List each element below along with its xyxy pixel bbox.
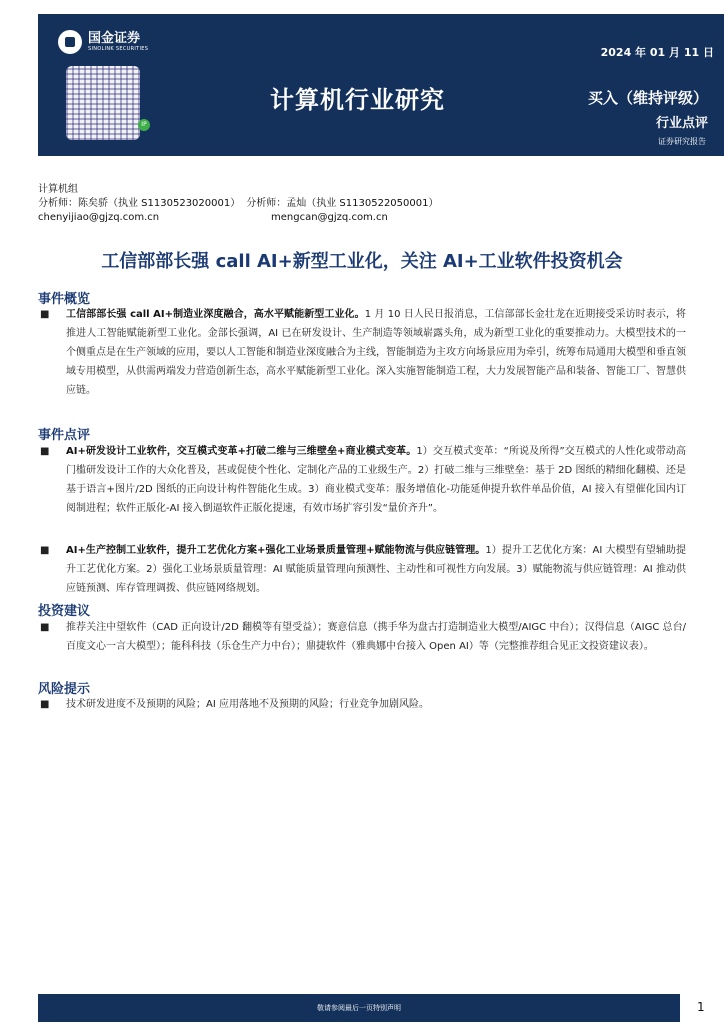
logo-name-en: SINOLINK SECURITIES	[88, 45, 149, 52]
commentary-paragraph-2	[40, 541, 686, 598]
commentary-1-lead: AI+研发设计工业软件，交互模式变革+打破二维与三维壁垒+商业模式变革。	[66, 446, 417, 457]
section-title-commentary: 事件点评	[38, 428, 91, 443]
commentary-2-text: 1）提升工艺优化方案：AI 大模型有望辅助提升工艺优化方案。2）强化工业场景质量管理：AI 赋能质量管理向预测性、主动性和可视性方向发展。3）赋能物流与供应链管理：AI 推动供应链预测、库存管理调拨、供应链网络规划。	[66, 545, 686, 594]
company-logo	[58, 30, 148, 54]
commentary-paragraph-1	[40, 442, 686, 518]
report-header-banner	[38, 14, 724, 156]
bullet-icon: ■	[40, 622, 50, 633]
commentary-1-text: 1）交互模式变革：“所说及所得”交互模式的人性化或带动高门槛研发设计工作的大众化普及，甚或促使个性化、定制化产品的工业级生产。2）打破二维与三维壁垒：基于 2D 图纸的精细化翻模、还是基于语言+图片/2D 图纸的正向设计构件智能化生成。3）商业模式变革：服务增值化-功能延伸提升软件单品价值，AI 接入有望催化国内订阅制进程；软件正版化-AI 接入倒逼软件正版化提速，有效市场扩容引发“量价齐升”。	[66, 446, 686, 514]
commentary-2-lead: AI+生产控制工业软件，提升工艺优化方案+强化工业场景质量管理+赋能物流与供应链管理。	[66, 545, 486, 556]
logo-icon	[58, 30, 82, 54]
footer-bar	[38, 994, 680, 1022]
section-title-investment: 投资建议	[38, 604, 91, 619]
bullet-icon: ■	[40, 309, 50, 320]
bullet-icon: ■	[40, 545, 50, 556]
report-subtitle: 证券研究报告	[658, 137, 706, 146]
rating: 买入（维持评级）	[587, 89, 708, 107]
risk-text: 技术研发进度不及预期的风险；AI 应用落地不及预期的风险；行业竞争加剧风险。	[66, 699, 429, 710]
risk-paragraph	[40, 695, 686, 714]
qr-code	[66, 66, 140, 140]
footer-disclaimer: 敬请参阅最后一页特别声明	[317, 1004, 401, 1012]
analyst-1-email[interactable]: chenyijiao@gjzq.com.cn	[38, 212, 160, 223]
investment-paragraph	[40, 618, 686, 656]
investment-text: 推荐关注中望软件（CAD 正向设计/2D 翻模等有望受益）；赛意信息（携手华为盘古打造制造业大模型/AIGC 中台）；汉得信息（AIGC 总台/百度文心一言大模型）；能科科技（乐仓生产力中台）；鼎捷软件（雅典娜中台接入 Open AI）等（完整推荐组合见正文投资建议表）。	[66, 622, 686, 652]
section-title-overview: 事件概览	[38, 292, 91, 307]
bullet-icon: ■	[40, 446, 50, 457]
report-date: 2024 年 01 月 11 日	[600, 46, 714, 59]
headline: 工信部部长强 call AI+新型工业化，关注 AI+工业软件投资机会	[101, 251, 623, 272]
overview-text: 1 月 10 日人民日报消息，工信部部长金壮龙在近期接受采访时表示，将推进人工智能赋能新型工业化。金部长强调，AI 已在研发设计、生产制造等领域崭露头角，成为新型工业化的重要推动力。大模型技术的一个侧重点是在生产领域的应用，要以人工智能和制造业深度融合为主线，智能制造为主攻方向场景应用为牵引，统筹布局通用大模型和垂直领域专用模型，从供需两端发力营造创新生态，高水平赋能新型工业化。深入实施智能制造工程，大力发展智能产品和装备、智能工厂、智慧供应链。	[66, 309, 687, 396]
bullet-icon: ■	[40, 699, 50, 710]
analyst-group: 计算机组	[38, 184, 78, 195]
qr-badge-icon: IP	[138, 119, 150, 131]
analyst-2: 分析师：孟灿（执业 S1130522050001）	[246, 198, 439, 209]
logo-name-cn: 国金证券	[88, 30, 141, 46]
page-number: 1	[697, 1000, 705, 1014]
analyst-block	[38, 183, 439, 225]
analyst-1: 分析师：陈矣骄（执业 S1130523020001）	[38, 198, 241, 209]
report-title: 计算机行业研究	[270, 86, 445, 114]
section-overview-paragraph	[40, 305, 686, 400]
section-title-risk: 风险提示	[38, 682, 91, 697]
report-type: 行业点评	[655, 116, 708, 131]
overview-lead: 工信部部长强 call AI+制造业深度融合，高水平赋能新型工业化。	[66, 309, 365, 320]
analyst-2-email[interactable]: mengcan@gjzq.com.cn	[271, 212, 388, 223]
